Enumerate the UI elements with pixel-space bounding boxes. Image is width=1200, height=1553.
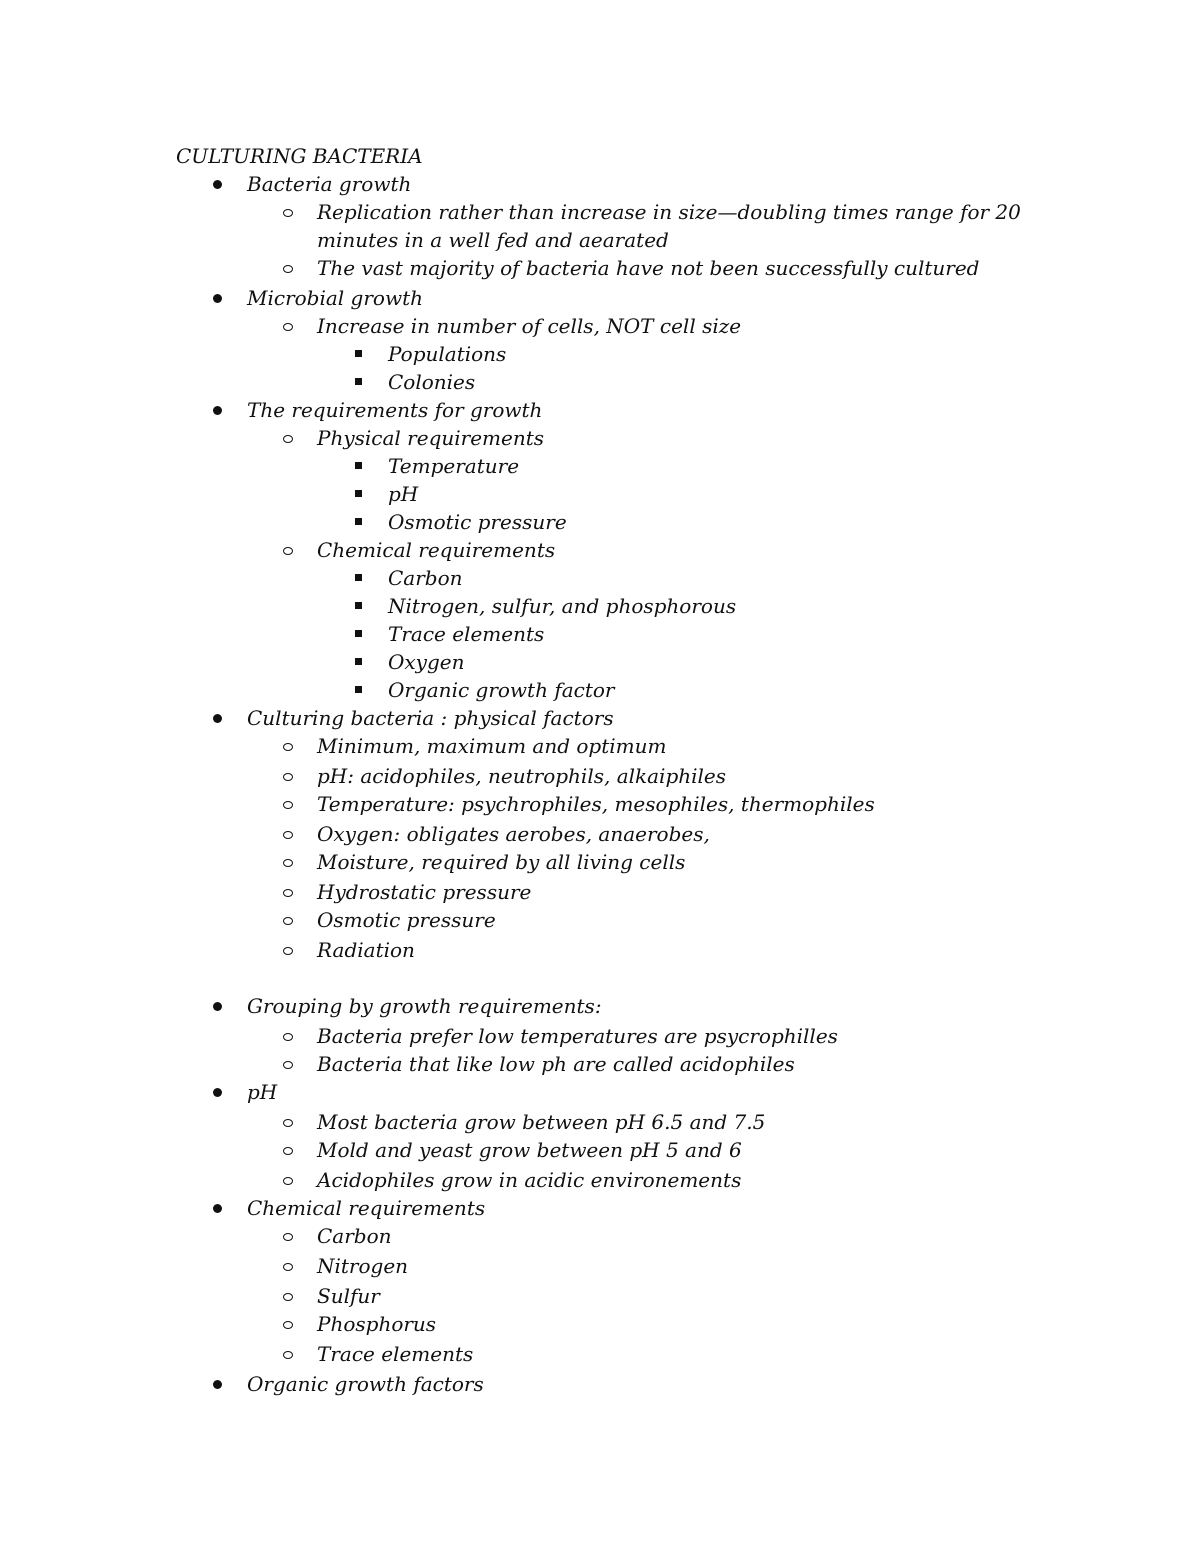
list-item-level-2: Bacteria that like low ph are called acidophiles xyxy=(317,1052,795,1076)
list-item-level-2: pH: acidophiles, neutrophils, alkaiphiles xyxy=(317,764,727,788)
bullet-disc-icon xyxy=(205,284,229,312)
list-item-level-1: Bacteria growth xyxy=(247,172,412,196)
bullet-square-icon xyxy=(348,340,372,368)
bullet-circle-icon xyxy=(278,1282,302,1310)
list-item-level-2: Sulfur xyxy=(317,1284,380,1308)
bullet-disc-icon xyxy=(205,1194,229,1222)
document-title: CULTURING BACTERIA xyxy=(176,144,423,168)
bullet-circle-icon xyxy=(278,1340,302,1368)
list-item-level-3: Organic growth factor xyxy=(388,678,615,702)
list-item-level-1: Chemical requirements xyxy=(247,1196,486,1220)
list-item-level-2: Acidophiles grow in acidic environements xyxy=(317,1168,742,1192)
bullet-circle-icon xyxy=(278,762,302,790)
list-item-level-3: Osmotic pressure xyxy=(388,510,567,534)
list-item-level-2: Moisture, required by all living cells xyxy=(317,850,686,874)
bullet-circle-icon xyxy=(278,732,302,760)
list-item-level-2: Chemical requirements xyxy=(317,538,556,562)
list-item-level-2: Osmotic pressure xyxy=(317,908,496,932)
list-item-level-2: Mold and yeast grow between pH 5 and 6 xyxy=(317,1138,742,1162)
list-item-level-1: Organic growth factors xyxy=(247,1372,484,1396)
list-item-level-2: minutes in a well fed and aearated xyxy=(317,228,669,252)
bullet-circle-icon xyxy=(278,1252,302,1280)
bullet-circle-icon xyxy=(278,1050,302,1078)
list-item-level-2: Most bacteria grow between pH 6.5 and 7.5 xyxy=(317,1110,766,1134)
bullet-circle-icon xyxy=(278,1136,302,1164)
list-item-level-2: Trace elements xyxy=(317,1342,474,1366)
list-item-level-1: pH xyxy=(247,1080,278,1104)
bullet-circle-icon xyxy=(278,936,302,964)
list-item-level-1: Microbial growth xyxy=(247,286,423,310)
bullet-square-icon xyxy=(348,480,372,508)
bullet-circle-icon xyxy=(278,1166,302,1194)
list-item-level-3: Nitrogen, sulfur, and phosphorous xyxy=(388,594,737,618)
list-item-level-3: Oxygen xyxy=(388,650,465,674)
bullet-circle-icon xyxy=(278,312,302,340)
list-item-level-3: Populations xyxy=(388,342,507,366)
bullet-square-icon xyxy=(348,368,372,396)
bullet-circle-icon xyxy=(278,1222,302,1250)
bullet-circle-icon xyxy=(278,1108,302,1136)
list-item-level-2: Radiation xyxy=(317,938,415,962)
bullet-circle-icon xyxy=(278,848,302,876)
bullet-circle-icon xyxy=(278,1310,302,1338)
list-item-level-2: Replication rather than increase in size—doubling times range for 20 xyxy=(317,200,1021,224)
bullet-disc-icon xyxy=(205,1078,229,1106)
list-item-level-2: Temperature: psychrophiles, mesophiles, thermophiles xyxy=(317,792,875,816)
list-item-level-1: Grouping by growth requirements: xyxy=(247,994,602,1018)
list-item-level-2: Carbon xyxy=(317,1224,392,1248)
bullet-circle-icon xyxy=(278,536,302,564)
bullet-disc-icon xyxy=(205,396,229,424)
list-item-level-3: Colonies xyxy=(388,370,476,394)
list-item-level-2: Increase in number of cells, NOT cell size xyxy=(317,314,742,338)
bullet-disc-icon xyxy=(205,170,229,198)
bullet-square-icon xyxy=(348,592,372,620)
list-item-level-3: Carbon xyxy=(388,566,463,590)
list-item-level-2: Nitrogen xyxy=(317,1254,409,1278)
bullet-disc-icon xyxy=(205,992,229,1020)
bullet-circle-icon xyxy=(278,198,302,226)
bullet-circle-icon xyxy=(278,820,302,848)
list-item-level-2: The vast majority of bacteria have not been successfully cultured xyxy=(317,256,980,280)
bullet-circle-icon xyxy=(278,790,302,818)
bullet-square-icon xyxy=(348,676,372,704)
bullet-square-icon xyxy=(348,452,372,480)
bullet-square-icon xyxy=(348,508,372,536)
list-item-level-3: pH xyxy=(388,482,419,506)
bullet-circle-icon xyxy=(278,906,302,934)
bullet-circle-icon xyxy=(278,254,302,282)
list-item-level-2: Oxygen: obligates aerobes, anaerobes, xyxy=(317,822,710,846)
bullet-circle-icon xyxy=(278,424,302,452)
list-item-level-2: Phosphorus xyxy=(317,1312,437,1336)
list-item-level-3: Temperature xyxy=(388,454,520,478)
list-item-level-2: Bacteria prefer low temperatures are psycrophilles xyxy=(317,1024,838,1048)
bullet-square-icon xyxy=(348,564,372,592)
bullet-circle-icon xyxy=(278,878,302,906)
list-item-level-2: Minimum, maximum and optimum xyxy=(317,734,667,758)
list-item-level-2: Hydrostatic pressure xyxy=(317,880,532,904)
bullet-square-icon xyxy=(348,620,372,648)
list-item-level-1: The requirements for growth xyxy=(247,398,543,422)
bullet-disc-icon xyxy=(205,1370,229,1398)
list-item-level-2: Physical requirements xyxy=(317,426,545,450)
list-item-level-1: Culturing bacteria : physical factors xyxy=(247,706,614,730)
bullet-disc-icon xyxy=(205,704,229,732)
bullet-square-icon xyxy=(348,648,372,676)
bullet-circle-icon xyxy=(278,1022,302,1050)
list-item-level-3: Trace elements xyxy=(388,622,545,646)
